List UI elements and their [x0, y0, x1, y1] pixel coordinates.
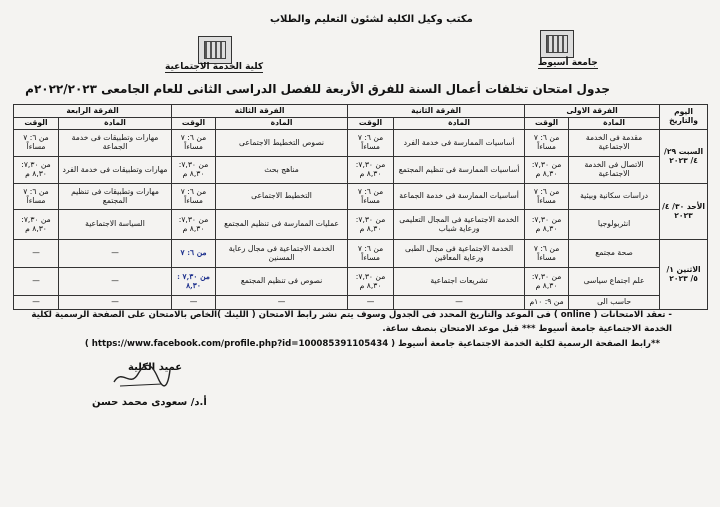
time-cell: — [14, 240, 59, 268]
time-header: الوقت [525, 118, 569, 130]
time-cell: من ٧,٣٠: ٨,٣٠ م [348, 268, 394, 296]
subject-cell: عمليات الممارسة فى تنظيم المجتمع [216, 210, 348, 240]
time-cell: — [14, 268, 59, 296]
subject-cell: — [59, 240, 172, 268]
subject-cell: أساسيات الممارسة فى خدمة الجماعة [394, 184, 525, 210]
subject-cell: أساسيات الممارسة فى خدمة الفرد [394, 130, 525, 157]
time-cell: من ٧,٣٠: ٨,٣٠ م [172, 210, 216, 240]
college-logo [198, 36, 232, 64]
handwritten-time-cell: من ٦: ٧ [172, 240, 216, 268]
group-header: الفرقة الثانية [348, 105, 525, 118]
time-cell: — [348, 296, 394, 310]
subject-cell: السياسة الاجتماعية [59, 210, 172, 240]
dean-name: أ.د/ سعودى محمد حسن [92, 397, 207, 408]
time-cell: من ٦: ٧ مساءاً [525, 130, 569, 157]
group-header: الفرقة الثالثة [172, 105, 348, 118]
group-header: الفرقة الرابعة [14, 105, 172, 118]
subject-cell: — [59, 268, 172, 296]
subject-cell: — [59, 296, 172, 310]
day-cell: الاثنين ١/ ٥/ ٢٠٢٣ [660, 240, 708, 310]
exam-schedule-table [13, 104, 708, 310]
table-row [14, 240, 708, 268]
time-cell: من ٦: ٧ مساءاً [525, 240, 569, 268]
subject-cell: حاسب الى [569, 296, 660, 310]
subject-cell: — [216, 296, 348, 310]
day-cell: الأحد ٣٠/ ٤/ ٢٠٢٣ [660, 184, 708, 240]
time-cell: من ٧,٣٠: ٨,٣٠ م [348, 157, 394, 184]
schedule-title: جدول امتحان تخلفات أعمال السنة للفرق الأربعة للفصل الدراسى الثانى للعام الجامعى ٢٠٢٢/٢٠٢٣م [25, 82, 610, 96]
time-cell: من ٦: ٧ مساءاً [348, 130, 394, 157]
time-header: الوقت [348, 118, 394, 130]
subject-cell: مهارات وتطبيقات فى تنظيم المجتمع [59, 184, 172, 210]
handwritten-time-cell: من ٧,٣٠ : ٨,٣٠ [172, 268, 216, 296]
time-cell: من ٧,٣٠: ٨,٣٠ م [525, 157, 569, 184]
office-title: مكتب وكيل الكلية لشئون التعليم والطلاب [270, 14, 473, 25]
time-cell: من ٩: ١٠م [525, 296, 569, 310]
time-cell: من ٦: ٧ مساءاً [172, 184, 216, 210]
time-cell: من ٧,٣٠: ٨,٣٠ م [172, 157, 216, 184]
subject-cell: الخدمة الاجتماعية فى مجال رعاية المسنين [216, 240, 348, 268]
university-logo [540, 30, 574, 58]
subject-cell: دراسات سكانية وبيئية [569, 184, 660, 210]
subject-cell: علم اجتماع سياسى [569, 268, 660, 296]
day-header: اليوم والتاريخ [660, 105, 708, 130]
subject-cell: تشريعات اجتماعية [394, 268, 525, 296]
subject-cell: مهارات وتطبيقات فى خدمة الجماعة [59, 130, 172, 157]
table-row [14, 157, 708, 184]
subject-cell: مهارات وتطبيقات فى خدمة الفرد [59, 157, 172, 184]
time-cell: من ٦: ٧ مساءاً [348, 184, 394, 210]
university-label: جامعة أسيوط [538, 58, 598, 68]
subject-cell: انثربولوجيا [569, 210, 660, 240]
day-cell: السبت ٢٩/ ٤/ ٢٠٢٣ [660, 130, 708, 184]
time-cell: — [14, 296, 59, 310]
group-header: الفرقة الاولى [525, 105, 660, 118]
note-line: - تعقد الامتحانات ( online ) فى الموعد والتاريخ المحدد فى الجدول وسوف يتم نشر رابط الامتحان ( اللينك )الخاص بالامتحان على الصفحة الرسمية لكلية [31, 310, 672, 320]
table-row [14, 184, 708, 210]
time-cell: من ٧,٣٠: ٨,٣٠ م [14, 157, 59, 184]
time-header: الوقت [172, 118, 216, 130]
time-header: الوقت [14, 118, 59, 130]
table-row [14, 130, 708, 157]
signature-title: عميد الكلية [128, 362, 183, 373]
subject-header: المادة [394, 118, 525, 130]
time-cell: من ٦: ٧ مساءاً [525, 184, 569, 210]
time-cell: من ٧,٣٠: ٨,٣٠ م [525, 210, 569, 240]
note-line: الخدمة الاجتماعية جامعة أسيوط *** قبل موعد الامتحان بنصف ساعة. [382, 324, 672, 334]
time-cell: من ٦: ٧ مساءاً [14, 130, 59, 157]
signature-scribble [112, 360, 172, 390]
subject-cell: مناهج بحث [216, 157, 348, 184]
subject-cell: الاتصال فى الخدمة الاجتماعية [569, 157, 660, 184]
note-link-line: **رابط الصفحة الرسمية لكلية الخدمة الاجتماعية جامعة أسيوط ( https://www.facebook.com/profile.php?id=100085391105434 ) [84, 339, 660, 349]
time-cell: — [172, 296, 216, 310]
time-cell: من ٧,٣٠: ٨,٣٠ م [14, 210, 59, 240]
subject-cell: أساسيات الممارسة فى تنظيم المجتمع [394, 157, 525, 184]
time-cell: من ٦: ٧ مساءاً [348, 240, 394, 268]
subject-cell: صحة مجتمع [569, 240, 660, 268]
subject-header: المادة [569, 118, 660, 130]
time-cell: من ٦: ٧ مساءاً [14, 184, 59, 210]
subject-cell: الخدمة الاجتماعية فى المجال التعليمى ورعاية شباب [394, 210, 525, 240]
subject-cell: نصوص فى تنظيم المجتمع [216, 268, 348, 296]
subject-header: المادة [216, 118, 348, 130]
subject-cell: مقدمة فى الخدمة الاجتماعية [569, 130, 660, 157]
college-label: كلية الخدمة الاجتماعية [165, 62, 264, 72]
subject-header: المادة [59, 118, 172, 130]
time-cell: من ٧,٣٠: ٨,٣٠ م [525, 268, 569, 296]
table-row [14, 268, 708, 296]
time-cell: من ٦: ٧ مساءاً [172, 130, 216, 157]
subject-cell: — [394, 296, 525, 310]
time-cell: من ٧,٣٠: ٨,٣٠ م [348, 210, 394, 240]
subject-cell: الخدمة الاجتماعية فى مجال الطبى ورعاية المعاقين [394, 240, 525, 268]
table-row [14, 210, 708, 240]
table-row [14, 296, 708, 310]
subject-cell: التخطيط الاجتماعى [216, 184, 348, 210]
subject-cell: نصوص التخطيط الاجتماعى [216, 130, 348, 157]
